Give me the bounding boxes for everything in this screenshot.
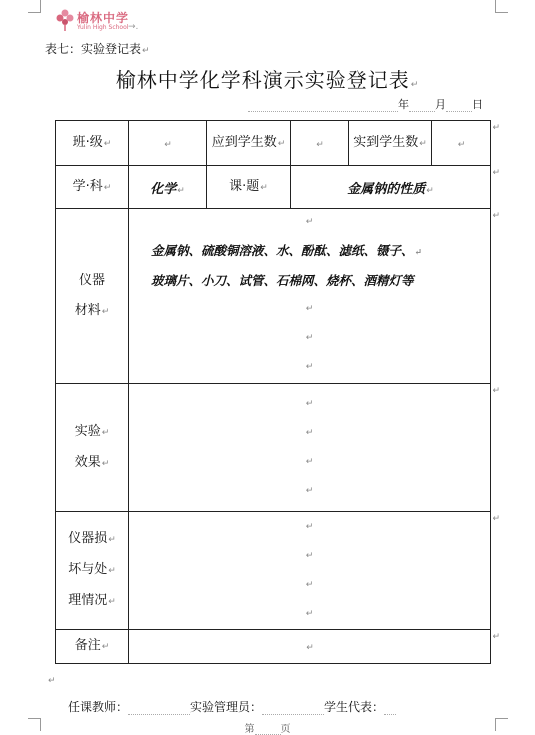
class-label: 班·级↵ (56, 121, 129, 166)
student-label: 学生代表： (324, 700, 385, 714)
materials-cell[interactable]: ↵ 金属钠、硫酸铜溶液、水、酚酞、滤纸、镊子、↵ 玻璃片、小刀、试管、石棉网、烧杯、酒精灯等 ↵ ↵ ↵ ↵ (129, 209, 491, 384)
damage-label: 仪器损↵ 坏与处↵ 理情况↵ (56, 512, 129, 630)
actual-students-label: 实到学生数↵ (349, 121, 432, 166)
materials-line-1: 金属钠、硫酸铜溶液、水、酚酞、滤纸、镊子、↵ (151, 243, 423, 258)
materials-line-2: 玻璃片、小刀、试管、石棉网、烧杯、酒精灯等 (151, 273, 414, 288)
signature-line (68, 698, 488, 715)
remarks-label: 备注↵ (56, 630, 129, 664)
table-row (56, 512, 491, 630)
corner-mark-top-left (28, 0, 41, 13)
table-row (56, 209, 491, 384)
date-line (248, 96, 498, 112)
subject-value-cell[interactable]: 化学↵ (129, 166, 207, 209)
header-mark: →. (128, 22, 139, 32)
page-number: 第 页 (244, 724, 291, 735)
school-logo (55, 8, 165, 34)
manager-label: 实验管理员： (190, 700, 263, 714)
materials-label: 仪器 材料↵ (56, 209, 129, 384)
paragraph-mark: ↵ (48, 676, 56, 686)
page-title: 榆林中学化学科演示实验登记表↵ (115, 68, 420, 92)
date-day: 日 (472, 98, 483, 111)
logo-name: 榆林中学 (77, 11, 130, 25)
expected-students-cell[interactable]: ↵ (291, 121, 349, 166)
sheet-label: 表七：实验登记表↵ (45, 42, 150, 56)
table-row (56, 630, 491, 664)
flower-icon (55, 8, 75, 32)
table-row (56, 166, 491, 209)
table-row (56, 121, 491, 166)
expected-students-label: 应到学生数↵ (207, 121, 291, 166)
corner-mark-top-right (495, 0, 508, 13)
results-label: 实验↵ 效果↵ (56, 384, 129, 512)
registration-table (55, 120, 500, 664)
topic-value-cell[interactable]: 金属钠的性质↵ ↵ (291, 166, 491, 209)
subject-label: 学·科↵ (56, 166, 129, 209)
results-cell[interactable]: ↵ ↵ ↵ ↵ ↵ (129, 384, 491, 512)
date-year: 年 (398, 98, 409, 111)
teacher-label: 任课教师： (68, 700, 129, 714)
class-value-cell[interactable]: ↵ (129, 121, 207, 166)
table-row (56, 384, 491, 512)
topic-label: 课·题↵ (207, 166, 291, 209)
logo-subtitle: Yulin High School (77, 24, 129, 31)
damage-cell[interactable]: ↵ ↵ ↵ ↵ ↵ (129, 512, 491, 630)
date-month: 月 (435, 98, 446, 111)
actual-students-cell[interactable]: ↵ ↵ (432, 121, 491, 166)
remarks-cell[interactable]: ↵ ↵ (129, 630, 491, 664)
